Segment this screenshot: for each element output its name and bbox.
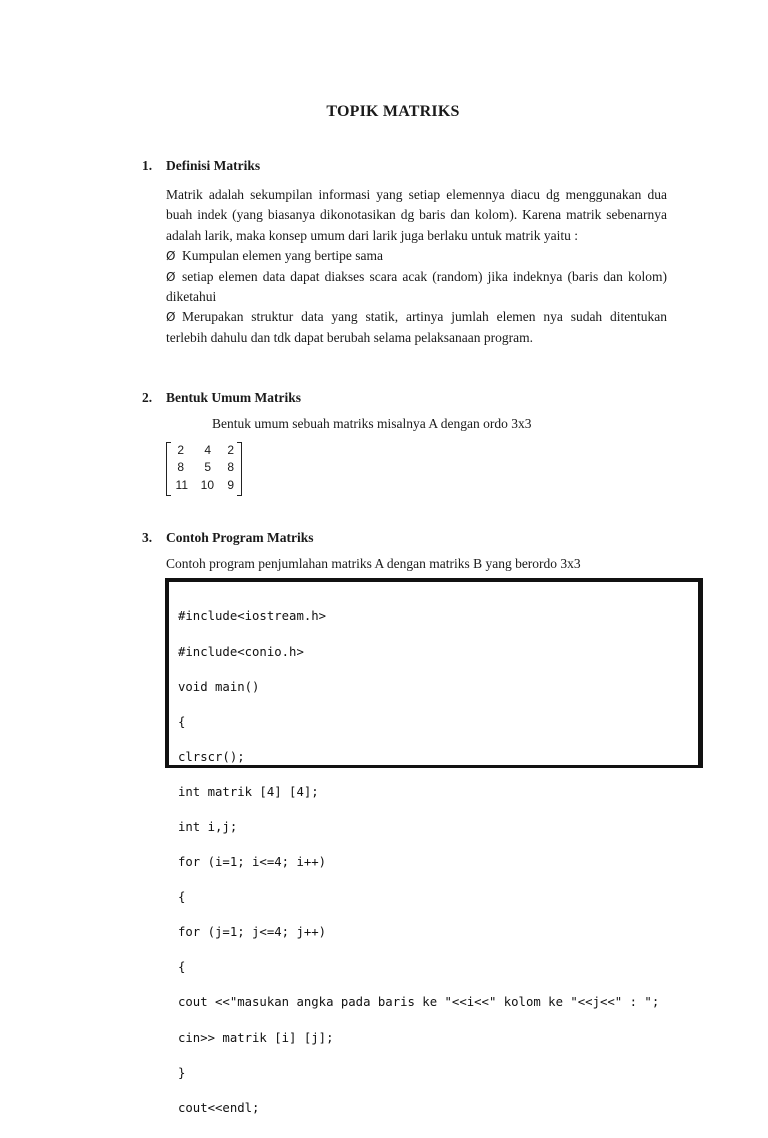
matrix-intro-text: Bentuk umum sebuah matriks misalnya A dengan ordo 3x3 [212, 416, 532, 431]
section-1-number: 1. [142, 158, 153, 173]
section-2-title: Bentuk Umum Matriks [166, 390, 302, 405]
matrix-cell: 10 [200, 478, 214, 492]
code-line: { [178, 890, 186, 905]
code-line: #include<iostream.h> [178, 609, 327, 624]
section-3-heading [142, 530, 314, 546]
matrix-cell: 9 [227, 478, 234, 492]
matrix-cell: 2 [177, 443, 184, 457]
section-2-number: 2. [142, 390, 153, 405]
code-line: } [178, 1065, 186, 1080]
section-1-title: Definisi Matriks [166, 158, 261, 173]
definition-paragraph: Matrik adalah sekumpilan informasi yang setiap elemennya diacu dg menggunakan dua buah indek (yang biasanya dikonotasikan dg baris dan kolom). Karena matrik sebenarnya adalah larik, maka konsep umum dari larik juga berlaku untuk matrik yaitu : [166, 187, 667, 243]
bullet-symbol-icon: Ø [166, 269, 176, 284]
matrix-cell: 8 [227, 460, 234, 474]
program-intro-text: Contoh program penjumlahan matriks A dengan matriks B yang berordo 3x3 [166, 556, 581, 571]
matrix-right-bracket [237, 442, 242, 496]
code-line: for (j=1; j<=4; j++) [178, 925, 327, 940]
code-line: cout<<endl; [178, 1100, 260, 1115]
code-block [169, 582, 698, 1115]
matrix-cell: 5 [204, 460, 211, 474]
page-title: TOPIK MATRIKS [326, 103, 460, 120]
code-line: cin>> matrik [i] [j]; [178, 1030, 334, 1045]
section-2-heading [142, 390, 301, 406]
code-line: void main() [178, 679, 260, 694]
section-3-title: Contoh Program Matriks [166, 530, 314, 545]
section-3-number: 3. [142, 530, 153, 545]
bullet-symbol-icon: Ø [166, 310, 176, 325]
section-1-heading [142, 158, 260, 174]
code-line: #include<conio.h> [178, 644, 304, 659]
code-line: cout <<"masukan angka pada baris ke "<<i<<" kolom ke "<<j<<" : "; [178, 995, 660, 1010]
bullet-symbol-icon: Ø [166, 249, 176, 264]
matrix-cell: 2 [227, 443, 234, 457]
matrix-cell: 11 [175, 478, 188, 492]
code-line: int i,j; [178, 819, 238, 834]
bullet-item: Ø Merupakan struktur data yang statik, artinya jumlah elemen nya sudah ditentukan terlebih dahulu dan tdk dapat berubah selama pelaksanaan program. [166, 309, 667, 345]
code-line: int matrik [4] [4]; [178, 784, 319, 799]
matrix-cell: 8 [177, 460, 184, 474]
matrix-cell: 4 [204, 443, 211, 457]
code-line: { [178, 714, 186, 729]
bullet-item: Ø Kumpulan elemen yang bertipe sama [166, 246, 667, 266]
code-screenshot [165, 578, 703, 1115]
matrix-3x3 [166, 442, 242, 496]
code-line: clrscr(); [178, 749, 245, 764]
section-1-body [166, 185, 667, 348]
code-line: for (i=1; i<=4; i++) [178, 855, 327, 870]
code-line: { [178, 960, 186, 975]
bullet-item: Ø setiap elemen data dapat diakses scara acak (random) jika indeknya (baris dan kolom) diketahui [166, 268, 667, 305]
